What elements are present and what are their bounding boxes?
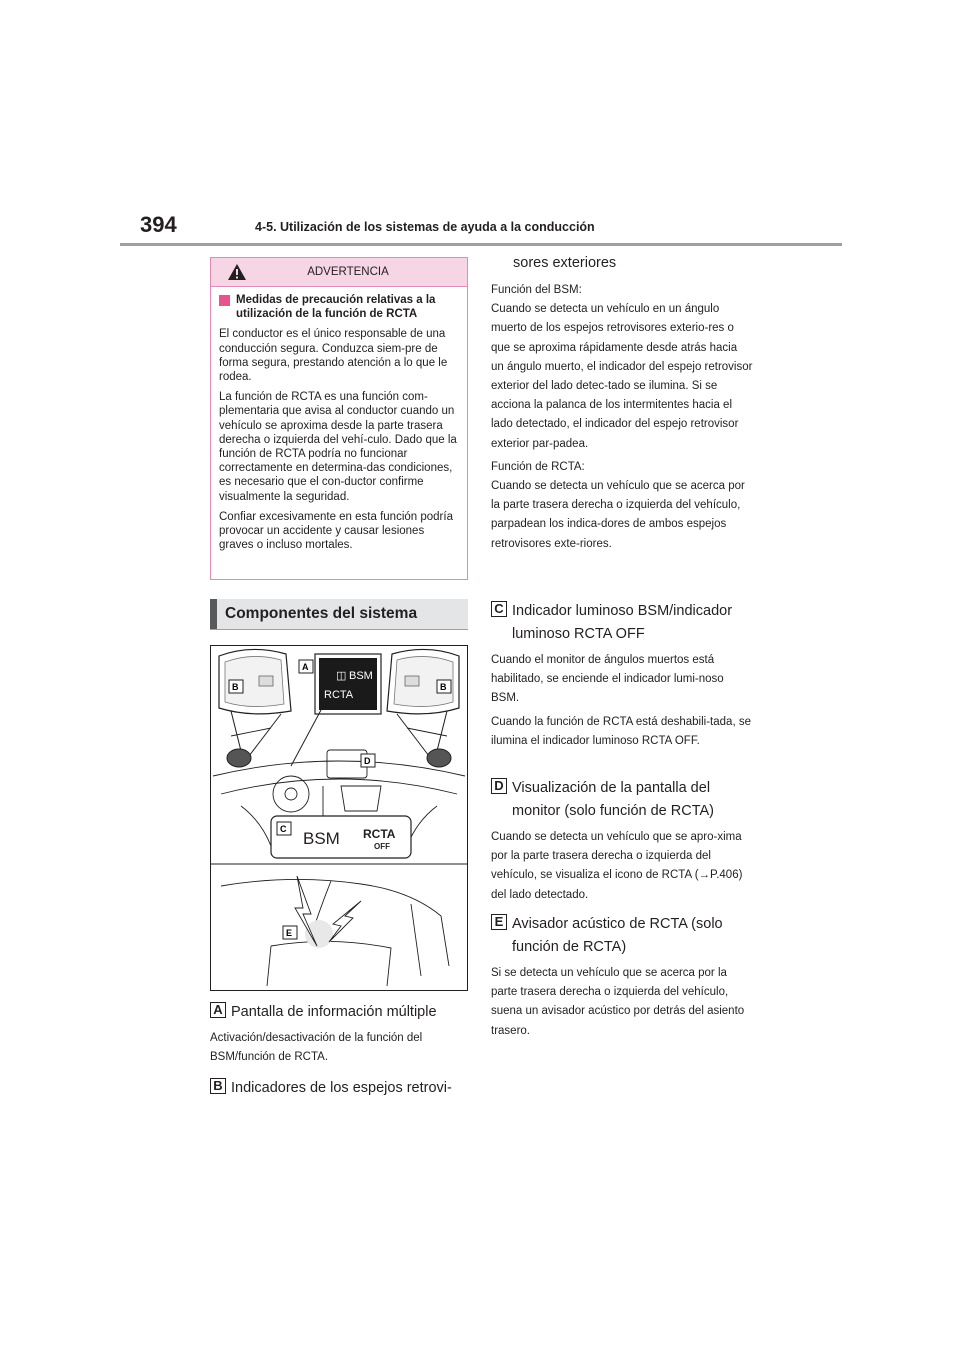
right-mirror-illustration	[387, 649, 459, 767]
indicator-rcta-text: RCTA	[363, 827, 396, 841]
item-c-letter: C	[491, 601, 507, 617]
item-b-title-line2: sores exteriores	[513, 255, 617, 271]
item-a-letter: A	[210, 1002, 226, 1018]
bullet-square-icon	[219, 295, 230, 306]
item-c	[491, 600, 753, 755]
item-b-description	[491, 281, 753, 554]
item-b-desc-paragraph: Función de RCTA:	[491, 460, 585, 473]
item-a-heading	[210, 1001, 472, 1024]
indicator-inset	[271, 816, 411, 858]
item-d-letter: D	[491, 778, 507, 794]
left-mirror-illustration	[219, 649, 291, 767]
warning-title: ADVERTENCIA	[307, 266, 389, 278]
svg-text:◫: ◫	[336, 670, 347, 682]
item-a	[210, 1001, 472, 1071]
callout-d: D	[364, 756, 371, 766]
item-b-title-line1: Indicadores de los espejos retrovi-	[231, 1080, 452, 1096]
item-b-desc-paragraph: Cuando se detecta un vehículo que se acerca por la parte trasera derecha o izquierda del vehículo, parpadean los indica-dores de ambos espejos retrovisores exte-riores.	[491, 480, 745, 550]
item-c-description	[491, 651, 753, 751]
warning-paragraph: La función de RCTA es una función com-plementaria que avisa al conductor cuando un vehículo se aproxima desde la parte trasera derecha o izquierda del vehí-culo. Dado que la función de RCTA podría no funcionar correctamente en determina-das condiciones, es necesario que el con-ductor confirme visualmente la seguridad.	[219, 391, 457, 503]
item-b-desc-paragraph: Cuando se detecta un vehículo en un ángulo muerto de los espejos retrovisores exterio-res o que se aproxima rápidamente desde atrás hacia un ángulo muerto, el indicador del espejo retrovisor exterior del lado detec-tado se ilumina. Si se acciona la palanca de los intermitentes hacia el lado detectado, el indicador del espejo retrovisor exterior par-padea.	[491, 303, 753, 450]
callout-b-left: B	[232, 682, 239, 692]
item-e-desc-paragraph: Si se detecta un vehículo que se acerca por la parte trasera derecha o izquierda del vehículo, suena un avisador acústico por detrás del asiento trasero.	[491, 967, 745, 1037]
display-rcta-text: RCTA	[324, 689, 354, 701]
header-rule	[120, 243, 842, 246]
item-e-heading	[491, 913, 753, 959]
page-number: 394	[140, 212, 177, 237]
item-d-description	[491, 828, 753, 905]
components-heading: Componentes del sistema	[210, 599, 468, 629]
system-components-figure	[210, 645, 468, 991]
rear-cabin-illustration	[221, 879, 449, 986]
callout-e: E	[286, 928, 293, 938]
callout-b-right: B	[440, 682, 447, 692]
callout-a: A	[302, 662, 309, 672]
warning-header	[211, 258, 467, 287]
item-d	[491, 777, 753, 909]
item-b-heading	[210, 1077, 472, 1100]
item-e	[491, 913, 753, 1045]
indicator-off-text: OFF	[374, 842, 390, 851]
section-title: 4-5. Utilización de los sistemas de ayuda a la conducción	[255, 220, 595, 234]
warning-triangle-icon	[227, 263, 247, 281]
item-d-title: Visualización de la pantalla del monitor (solo función de RCTA)	[512, 780, 715, 819]
warning-subheading-text: Medidas de precaución relativas a la utilización de la función de RCTA	[236, 294, 436, 321]
item-a-title: Pantalla de información múltiple	[231, 1004, 437, 1020]
item-b-continued	[491, 252, 753, 558]
item-d-heading	[491, 777, 753, 823]
warning-paragraph: El conductor es el único responsable de una conducción segura. Conduzca siem-pre de forma segura, prestando atención a lo que le rodea.	[219, 328, 448, 384]
item-a-desc-paragraph: Activación/desactivación de la función del BSM/función de RCTA.	[210, 1032, 423, 1064]
display-bsm-text: BSM	[349, 670, 373, 682]
item-c-title: Indicador luminoso BSM/indicador luminoso RCTA OFF	[512, 603, 733, 642]
warning-body	[211, 287, 467, 552]
item-e-letter: E	[491, 914, 507, 930]
warning-paragraph: Confiar excesivamente en esta función podría provocar un accidente y causar lesiones graves o incluso mortales.	[219, 510, 453, 552]
warning-box	[210, 257, 468, 580]
item-b-letter: B	[210, 1078, 226, 1094]
item-e-title: Avisador acústico de RCTA (solo función de RCTA)	[512, 916, 723, 955]
item-d-desc-paragraph: Cuando se detecta un vehículo que se apro-xima por la parte trasera derecha o izquierda del vehículo, se visualiza el icono de RCTA (→P.406) del lado detectado.	[491, 831, 743, 901]
item-b	[210, 1077, 472, 1100]
item-a-description	[210, 1029, 472, 1067]
indicator-bsm-text: BSM	[303, 829, 340, 848]
item-c-desc-paragraph: Cuando la función de RCTA está deshabili-tada, se ilumina el indicador luminoso RCTA OFF.	[491, 715, 751, 747]
warning-subheading	[219, 293, 457, 321]
item-c-heading	[491, 600, 753, 646]
callout-c: C	[280, 824, 287, 834]
item-b-desc-paragraph: Función del BSM:	[491, 284, 582, 296]
dashboard-illustration	[211, 646, 467, 990]
item-c-desc-paragraph: Cuando el monitor de ángulos muertos está habilitado, se enciende el indicador lumi-noso BSM.	[491, 654, 724, 705]
item-b-heading-continued	[491, 252, 753, 275]
item-e-description	[491, 964, 753, 1041]
heading-rule	[210, 629, 468, 630]
